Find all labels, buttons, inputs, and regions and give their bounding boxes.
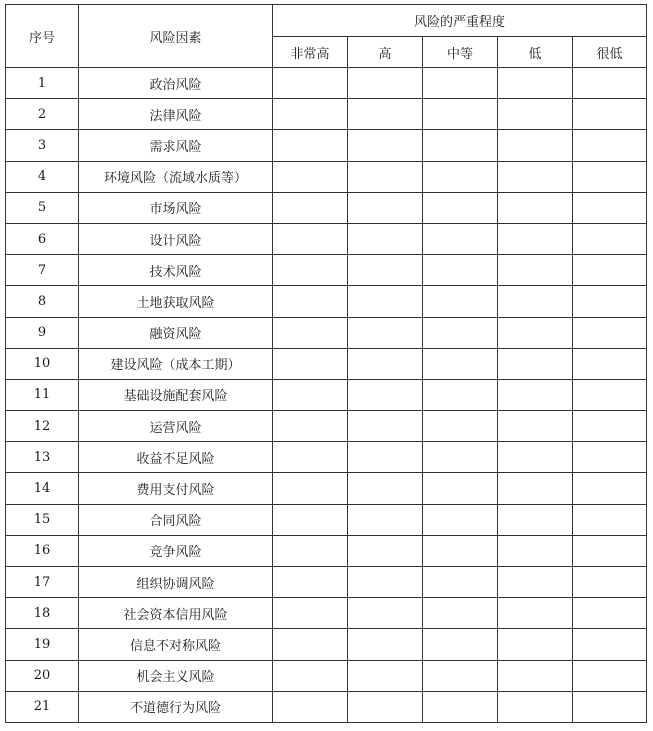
table-row (6, 629, 647, 660)
risk-factor: 技术风险 (79, 255, 273, 286)
risk-factor: 信息不对称风险 (79, 629, 273, 660)
severity-cell[interactable] (423, 286, 498, 317)
table-row (6, 223, 647, 254)
severity-cell[interactable] (423, 691, 498, 722)
severity-cell[interactable] (348, 286, 423, 317)
risk-table-container (5, 4, 647, 723)
row-number: 12 (6, 411, 79, 442)
severity-cell[interactable] (573, 473, 647, 504)
severity-cell[interactable] (498, 411, 573, 442)
risk-factor: 组织协调风险 (79, 567, 273, 598)
header-level-very-low: 很低 (573, 37, 647, 68)
severity-cell[interactable] (273, 286, 348, 317)
table-row (6, 691, 647, 722)
severity-cell[interactable] (348, 442, 423, 473)
severity-cell[interactable] (348, 161, 423, 192)
severity-cell[interactable] (498, 161, 573, 192)
risk-factor: 环境风险（流域水质等） (79, 161, 273, 192)
row-number: 11 (6, 379, 79, 410)
table-row (6, 442, 647, 473)
table-row (6, 379, 647, 410)
severity-cell[interactable] (423, 629, 498, 660)
row-number: 15 (6, 504, 79, 535)
severity-cell[interactable] (498, 660, 573, 691)
table-row (6, 130, 647, 161)
severity-cell[interactable] (573, 660, 647, 691)
severity-cell[interactable] (423, 99, 498, 130)
severity-cell[interactable] (573, 691, 647, 722)
row-number: 2 (6, 99, 79, 130)
severity-cell[interactable] (573, 567, 647, 598)
severity-cell[interactable] (423, 535, 498, 566)
severity-cell[interactable] (348, 99, 423, 130)
row-number: 19 (6, 629, 79, 660)
severity-cell[interactable] (423, 442, 498, 473)
severity-cell[interactable] (348, 598, 423, 629)
severity-cell[interactable] (423, 567, 498, 598)
severity-cell[interactable] (573, 99, 647, 130)
row-number: 9 (6, 317, 79, 348)
severity-cell[interactable] (498, 629, 573, 660)
row-number: 14 (6, 473, 79, 504)
severity-cell[interactable] (573, 379, 647, 410)
header-level-very-high: 非常高 (273, 37, 348, 68)
row-number: 17 (6, 567, 79, 598)
severity-cell[interactable] (423, 255, 498, 286)
severity-cell[interactable] (273, 567, 348, 598)
risk-factor: 竞争风险 (79, 535, 273, 566)
severity-cell[interactable] (423, 379, 498, 410)
severity-cell[interactable] (423, 130, 498, 161)
severity-cell[interactable] (423, 598, 498, 629)
severity-cell[interactable] (348, 130, 423, 161)
severity-cell[interactable] (348, 473, 423, 504)
row-number: 16 (6, 535, 79, 566)
severity-cell[interactable] (573, 348, 647, 379)
table-row (6, 192, 647, 223)
severity-cell[interactable] (423, 411, 498, 442)
severity-cell[interactable] (498, 567, 573, 598)
severity-cell[interactable] (498, 192, 573, 223)
severity-cell[interactable] (498, 504, 573, 535)
header-factor: 风险因素 (79, 5, 273, 68)
table-body (6, 68, 647, 723)
risk-factor: 合同风险 (79, 504, 273, 535)
severity-cell[interactable] (573, 598, 647, 629)
severity-cell[interactable] (348, 535, 423, 566)
severity-cell[interactable] (348, 255, 423, 286)
row-number: 4 (6, 161, 79, 192)
severity-cell[interactable] (573, 68, 647, 99)
severity-cell[interactable] (498, 255, 573, 286)
severity-cell[interactable] (273, 99, 348, 130)
severity-cell[interactable] (273, 130, 348, 161)
header-level-high: 高 (348, 37, 423, 68)
header-level-medium: 中等 (423, 37, 498, 68)
severity-cell[interactable] (573, 442, 647, 473)
risk-factor: 市场风险 (79, 192, 273, 223)
table-row (6, 660, 647, 691)
table-row (6, 161, 647, 192)
severity-cell[interactable] (348, 411, 423, 442)
row-number: 13 (6, 442, 79, 473)
severity-cell[interactable] (423, 223, 498, 254)
risk-factor: 费用支付风险 (79, 473, 273, 504)
risk-factor: 法律风险 (79, 99, 273, 130)
severity-cell[interactable] (573, 223, 647, 254)
severity-cell[interactable] (348, 629, 423, 660)
severity-cell[interactable] (573, 130, 647, 161)
row-number: 18 (6, 598, 79, 629)
row-number: 20 (6, 660, 79, 691)
severity-cell[interactable] (423, 68, 498, 99)
table-row (6, 255, 647, 286)
severity-cell[interactable] (498, 473, 573, 504)
row-number: 1 (6, 68, 79, 99)
header-row-1 (6, 5, 647, 37)
severity-cell[interactable] (273, 691, 348, 722)
table-row (6, 411, 647, 442)
severity-cell[interactable] (273, 223, 348, 254)
severity-cell[interactable] (273, 317, 348, 348)
severity-cell[interactable] (273, 535, 348, 566)
table-row (6, 504, 647, 535)
risk-factor: 融资风险 (79, 317, 273, 348)
severity-cell[interactable] (273, 629, 348, 660)
severity-cell[interactable] (348, 348, 423, 379)
severity-cell[interactable] (423, 473, 498, 504)
table-row (6, 535, 647, 566)
severity-cell[interactable] (273, 442, 348, 473)
severity-cell[interactable] (573, 286, 647, 317)
row-number: 7 (6, 255, 79, 286)
severity-cell[interactable] (273, 161, 348, 192)
risk-factor: 政治风险 (79, 68, 273, 99)
row-number: 21 (6, 691, 79, 722)
severity-cell[interactable] (423, 660, 498, 691)
severity-cell[interactable] (348, 691, 423, 722)
risk-factor: 收益不足风险 (79, 442, 273, 473)
severity-cell[interactable] (498, 691, 573, 722)
severity-cell[interactable] (573, 255, 647, 286)
table-row (6, 68, 647, 99)
table-row (6, 99, 647, 130)
severity-cell[interactable] (348, 379, 423, 410)
severity-cell[interactable] (423, 504, 498, 535)
severity-cell[interactable] (573, 192, 647, 223)
severity-cell[interactable] (273, 411, 348, 442)
severity-cell[interactable] (498, 598, 573, 629)
severity-cell[interactable] (498, 317, 573, 348)
row-number: 6 (6, 223, 79, 254)
table-row (6, 567, 647, 598)
severity-cell[interactable] (273, 348, 348, 379)
severity-cell[interactable] (273, 473, 348, 504)
severity-cell[interactable] (273, 192, 348, 223)
table-row (6, 317, 647, 348)
risk-factor: 基础设施配套风险 (79, 379, 273, 410)
table-row (6, 598, 647, 629)
severity-cell[interactable] (573, 504, 647, 535)
risk-factor: 社会资本信用风险 (79, 598, 273, 629)
severity-cell[interactable] (498, 348, 573, 379)
severity-cell[interactable] (498, 379, 573, 410)
severity-cell[interactable] (348, 192, 423, 223)
risk-factor: 不道德行为风险 (79, 691, 273, 722)
severity-cell[interactable] (498, 442, 573, 473)
severity-cell[interactable] (573, 629, 647, 660)
risk-factor: 需求风险 (79, 130, 273, 161)
severity-cell[interactable] (348, 68, 423, 99)
table-row (6, 348, 647, 379)
risk-factor: 建设风险（成本工期） (79, 348, 273, 379)
risk-factor: 机会主义风险 (79, 660, 273, 691)
severity-cell[interactable] (423, 192, 498, 223)
severity-cell[interactable] (348, 504, 423, 535)
header-no: 序号 (6, 5, 79, 68)
severity-cell[interactable] (498, 99, 573, 130)
severity-cell[interactable] (348, 223, 423, 254)
severity-cell[interactable] (498, 223, 573, 254)
risk-factor: 运营风险 (79, 411, 273, 442)
severity-cell[interactable] (273, 255, 348, 286)
header-level-low: 低 (498, 37, 573, 68)
severity-cell[interactable] (498, 130, 573, 161)
header-severity: 风险的严重程度 (273, 5, 647, 37)
severity-cell[interactable] (273, 504, 348, 535)
severity-cell[interactable] (348, 660, 423, 691)
severity-cell[interactable] (348, 567, 423, 598)
risk-factor: 设计风险 (79, 223, 273, 254)
severity-cell[interactable] (273, 68, 348, 99)
row-number: 10 (6, 348, 79, 379)
severity-cell[interactable] (573, 411, 647, 442)
risk-assessment-table (5, 4, 647, 723)
table-row (6, 286, 647, 317)
severity-cell[interactable] (573, 317, 647, 348)
severity-cell[interactable] (423, 317, 498, 348)
row-number: 8 (6, 286, 79, 317)
severity-cell[interactable] (498, 286, 573, 317)
table-row (6, 473, 647, 504)
severity-cell[interactable] (273, 660, 348, 691)
severity-cell[interactable] (273, 598, 348, 629)
severity-cell[interactable] (498, 68, 573, 99)
severity-cell[interactable] (573, 161, 647, 192)
severity-cell[interactable] (273, 379, 348, 410)
severity-cell[interactable] (423, 348, 498, 379)
severity-cell[interactable] (498, 535, 573, 566)
severity-cell[interactable] (348, 317, 423, 348)
severity-cell[interactable] (423, 161, 498, 192)
row-number: 5 (6, 192, 79, 223)
row-number: 3 (6, 130, 79, 161)
severity-cell[interactable] (573, 535, 647, 566)
risk-factor: 土地获取风险 (79, 286, 273, 317)
